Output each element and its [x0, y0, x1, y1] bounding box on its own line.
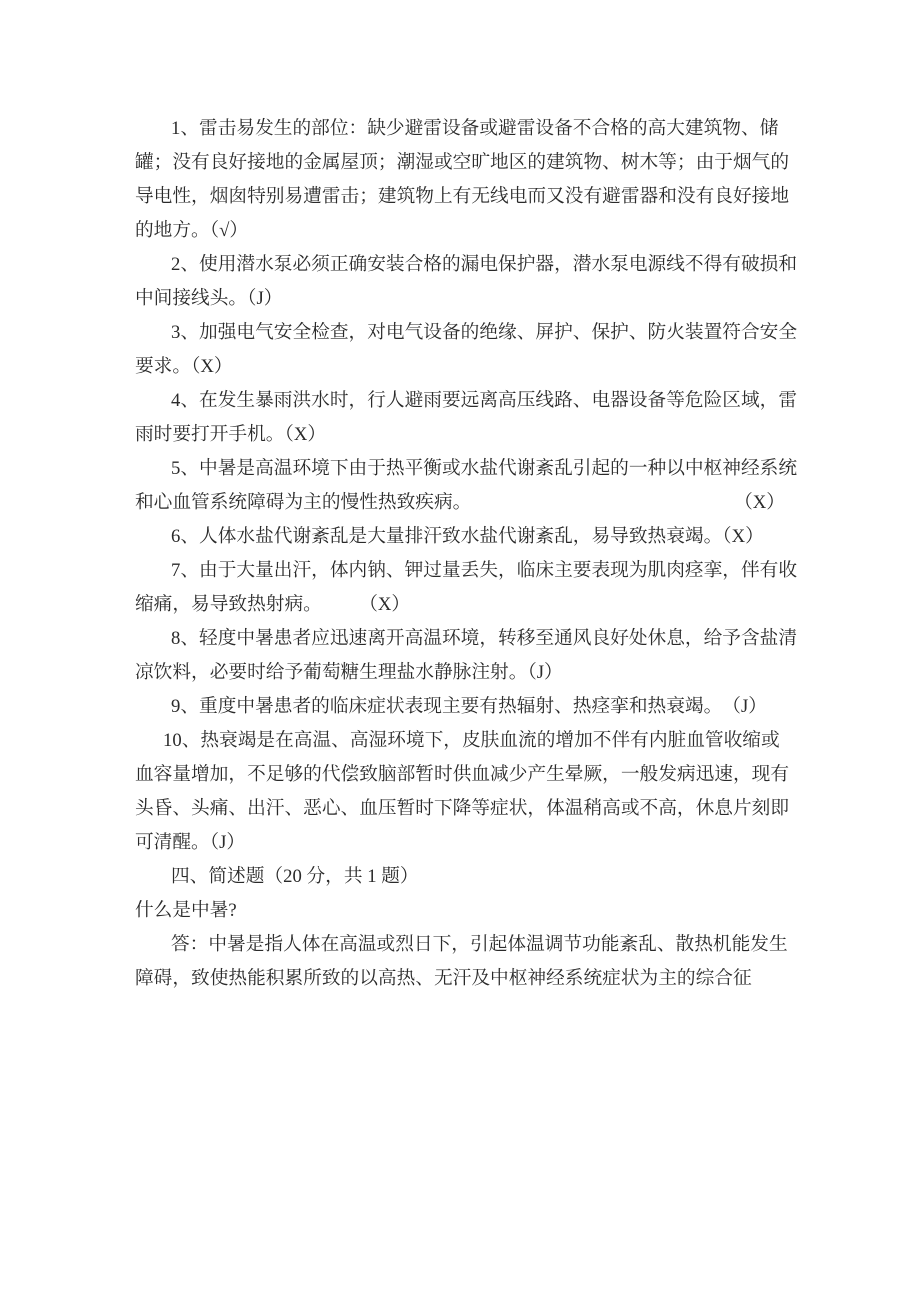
line-text: 和心血管系统障碍为主的慢性热致疾病。 — [135, 492, 472, 513]
question-6-line-1: 6、人体水盐代谢紊乱是大量排汗致水盐代谢紊乱，易导致热衰竭。（X） — [171, 526, 764, 547]
short-answer-response-line-2: 障碍，致使热能积累所致的以高热、无汗及中枢神经系统症状为主的综合征 — [135, 968, 752, 989]
question-3-line-1: 3、加强电气安全检查，对电气设备的绝缘、屏护、保护、防火装置符合安全 — [171, 322, 798, 343]
question-5-line-1: 5、中暑是高温环境下由于热平衡或水盐代谢紊乱引起的一种以中枢神经系统 — [171, 458, 798, 479]
question-10-line-1: 10、热衰竭是在高温、高湿环境下，皮肤血流的增加不伴有内脏血管收缩或 — [163, 730, 780, 751]
short-answer-response-line-1: 答：中暑是指人体在高温或烈日下，引起体温调节功能紊乱、散热机能发生 — [171, 934, 788, 955]
question-10-line-4: 可清醒。（J） — [135, 832, 246, 853]
question-8-line-2: 凉饮料，必要时给予葡萄糖生理盐水静脉注射。（J） — [135, 662, 563, 683]
question-2-line-1: 2、使用潜水泵必须正确安装合格的漏电保护器，潜水泵电源线不得有破损和 — [171, 254, 798, 275]
question-3-line-2: 要求。（X） — [135, 356, 233, 377]
question-7-line-2: 缩痛，易导致热射病。 （X） — [135, 594, 411, 615]
question-1-line-2: 罐；没有良好接地的金属屋顶；潮湿或空旷地区的建筑物、树木等；由于烟气的 — [135, 152, 790, 173]
section-4-heading: 四、简述题（20 分，共 1 题） — [171, 866, 419, 887]
question-1-line-3: 导电性，烟囱特别易遭雷击；建筑物上有无线电而又没有避雷器和没有良好接地 — [135, 186, 790, 207]
question-10-line-2: 血容量增加，不足够的代偿致脑部暂时供血减少产生晕厥，一般发病迅速，现有 — [135, 764, 790, 785]
question-9-line-1: 9、重度中暑患者的临床症状表现主要有热辐射、热痉挛和热衰竭。 （J） — [171, 696, 767, 717]
question-10-line-3: 头昏、头痛、出汗、恶心、血压暂时下降等症状，体温稍高或不高，休息片刻即 — [135, 798, 790, 819]
question-8-line-1: 8、轻度中暑患者应迅速离开高温环境，转移至通风良好处休息，给予含盐清 — [171, 628, 798, 649]
question-4-line-1: 4、在发生暴雨洪水时，行人避雨要远离高压线路、电器设备等危险区域，雷 — [171, 390, 798, 411]
question-2-line-2: 中间接线头。（J） — [135, 288, 283, 309]
question-5-line-2 — [135, 486, 785, 520]
question-4-line-2: 雨时要打开手机。（X） — [135, 424, 327, 445]
question-1-line-1: 1、雷击易发生的部位：缺少避雷设备或避雷设备不合格的高大建筑物、储 — [171, 118, 779, 139]
question-7-line-1: 7、由于大量出汗，体内钠、钾过量丢失，临床主要表现为肌肉痉挛，伴有收 — [171, 560, 798, 581]
question-1-line-4: 的地方。（√） — [135, 220, 249, 241]
short-answer-question: 什么是中暑? — [135, 900, 237, 921]
answer-mark: （X） — [734, 492, 785, 513]
document-body — [135, 112, 798, 996]
